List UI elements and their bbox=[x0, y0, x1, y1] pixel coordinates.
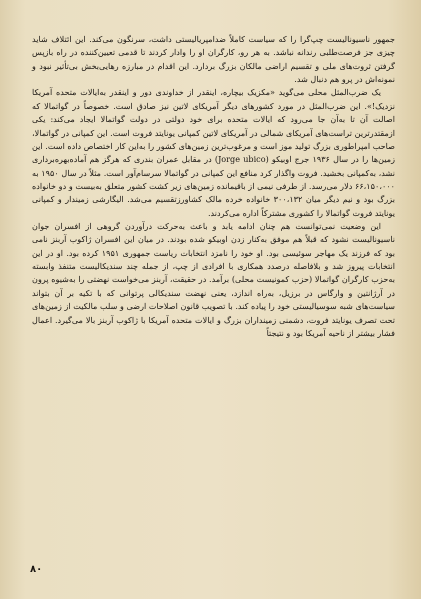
page-number: ۸۰ bbox=[30, 564, 43, 575]
paragraph-2: یک ضرب‌المثل محلی می‌گوید «مکزیک بیچاره، اینقدر از خداوندی دور و اینقدر به‌ایالات متحده آمریکا نزدیک!». این ضرب‌المثل در مورد کشورهای دیگر آمریکای لاتین نیز صادق است. خصوصاً در گواتمالا که اصالت آن تا به‌آن جا می‌رود که ایالات متحده برای خود دولتی در دولت گواتمالا ایجاد می‌کند: یکی ازمقتدرترین تراست‌های آمریکای شمالی در آمریکای لاتین کمپانی یونایتد فروت است. این کمپانی در گواتمالا، صاحب امپراطوری بزرگ تولید موز است و مرغوب‌ترین زمین‌های کشور را به‌این کار اختصاص داده است. این زمین‌ها را در سال ۱۹۳۶ جرج اوبیکو (Jorge ubico) در مقابل عمران بندری که هرگز هم آماده‌بهره‌برداری نشد، به‌کمپانی بخشید. فروت واگذار کرد منافع این کمپانی در گواتمالا سرسام‌آور است. مثلاً در سال ۱۹۵۰ به ۶۶،۱۵۰،۰۰۰ دلار می‌رسد. از طرفی نیمی از باقیمانده زمین‌های زیر کشت کشور متعلق به‌بیست و دو خانواده بزرگ بود و نیم دیگر میان ۳۰۰،۱۳۲ خانواده خرده مالک کشاورزتقسیم می‌شد. الیگارشی زمیندار و کمپانی یونایتد فروت گواتمالا را کشوری مشترکاً اداره می‌کردند. bbox=[32, 87, 395, 218]
paragraph-1: جمهور ناسیونالیست چپ‌گرا را که سیاست کاملاً ضدامپریالیستی داشت، سرنگون می‌کند. این ائتلاف شاید چیزی جز فرصت‌طلبی رندانه نباشد. به هر رو، کارگران او را وادار کردند تا قدمی تعیین‌کننده در راه بازپس گرفتن ثروت‌های ملی و تقسیم اراضی مالکان بزرگ بردارد. این اقدام در مبارزه رهایی‌بخش بی‌تأثیر نبود و نمونه‌اش در پرو هم دنبال شد. bbox=[32, 34, 395, 85]
body-text bbox=[32, 33, 395, 340]
paragraph-3: این وضعیت نمی‌توانست هم چنان ادامه یابد و باعث به‌حرکت درآوردن گروهی از افسران جوان ناسیونالیست نشود که قبلاً هم موفق به‌کنار زدن اوبیکو شده بودند. در میان این افسران ژاکوب آربنز نامی بود که فرزند یک مهاجر سوئیسی بود. او خود را نامزد انتخابات ریاست جمهوری ۱۹۵۱ کرده بود. او در این انتخابات پیروز شد و بلافاصله درصدد همکاری با افرادی از چپ، از جمله چند سندیکالیست متنفذ وابسته به‌حزب کارگران گواتمالا (حزب کمونیست محلی) برآمد. در حقیقت، آربنز می‌خواست نهضتی را به‌شیوه پرون در آرژانتین و وارگاس در برزیل، به‌راه اندازد، یعنی نهضت سندیکالی پرتوانی که با تکیه بر آن بتواند سیاست‌های شبه سوسیالیستی خود را پیاده کند. با تصویب قانون اصلاحات ارضی و سلب مالکیت از زمین‌های تحت تصرف یونایتد فروت، دشمنی زمینداران بزرگ و ایالات متحده آمریکا با ژاکوب آربنز بالا می‌گیرد. اعمال فشار بیشتر از ناحیه آمریکا بود و نتیجتاً bbox=[32, 221, 395, 338]
